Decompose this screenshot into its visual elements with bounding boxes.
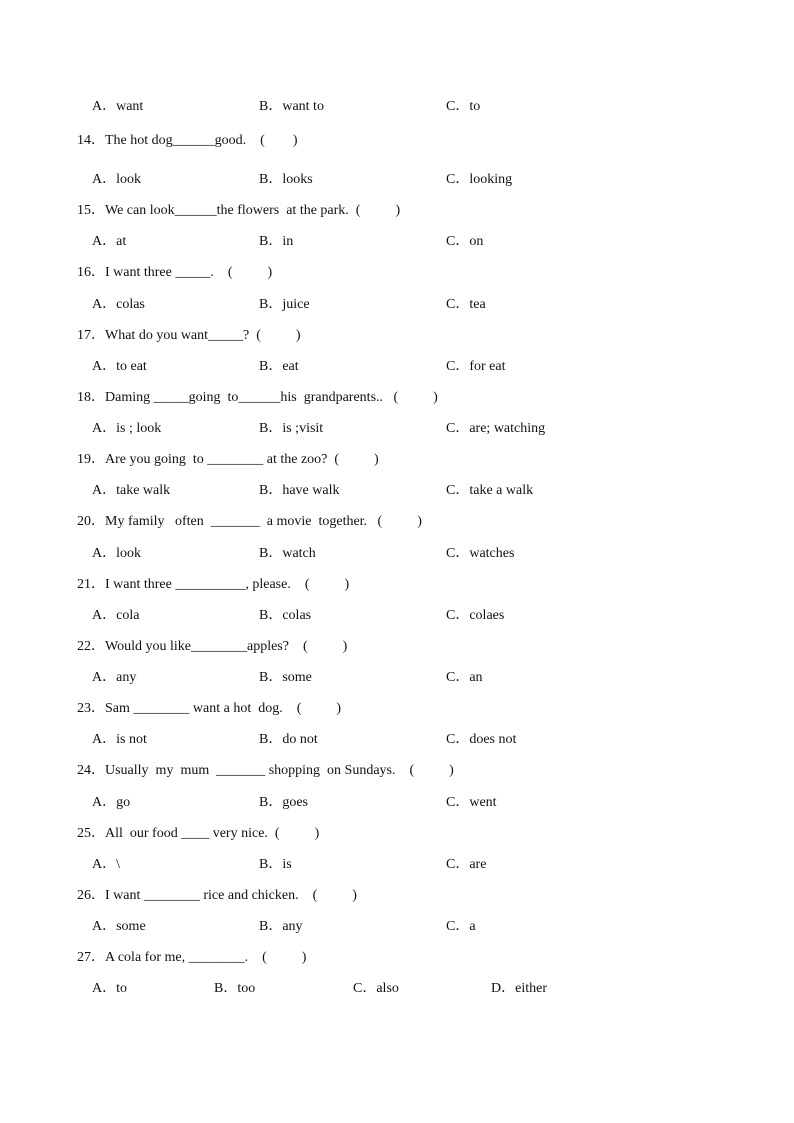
answer-option: B．goes (259, 795, 308, 810)
answer-option: C．to (446, 99, 481, 114)
answer-option: A．\ (92, 857, 120, 872)
answer-option: C．for eat (446, 359, 506, 374)
question-text: 18．Daming _____going to______his grandparents.. ( ) (77, 390, 438, 405)
question-text: 16．I want three _____. ( ) (77, 265, 273, 280)
answer-option: C．watches (446, 546, 515, 561)
answer-option: A．at (92, 234, 127, 249)
answer-option: C．tea (446, 297, 486, 312)
answer-option: B．some (259, 670, 312, 685)
answer-option: B．looks (259, 172, 313, 187)
question-text: 23．Sam ________ want a hot dog. ( ) (77, 701, 342, 716)
question-text: 26．I want ________ rice and chicken. ( ) (77, 888, 357, 903)
question-text: 20．My family often _______ a movie together. ( ) (77, 514, 422, 529)
answer-option: C．are (446, 857, 487, 872)
answer-option: A．look (92, 172, 141, 187)
answer-option: A．cola (92, 608, 140, 623)
answer-option: A．go (92, 795, 131, 810)
answer-option: C．a (446, 919, 476, 934)
answer-option: B．is (259, 857, 292, 872)
answer-option: B．want to (259, 99, 324, 114)
answer-option: A．take walk (92, 483, 171, 498)
answer-option: B．any (259, 919, 303, 934)
question-text: 14．The hot dog______good. ( ) (77, 133, 298, 148)
answer-option: C．an (446, 670, 483, 685)
answer-option: C．on (446, 234, 484, 249)
answer-option: B．do not (259, 732, 318, 747)
answer-option: C．also (353, 981, 399, 996)
answer-option: A．is not (92, 732, 147, 747)
answer-option: B．eat (259, 359, 299, 374)
answer-option: B．have walk (259, 483, 340, 498)
answer-option: A．any (92, 670, 137, 685)
question-text: 27．A cola for me, ________. ( ) (77, 950, 307, 965)
answer-option: B．watch (259, 546, 316, 561)
answer-option: B．colas (259, 608, 312, 623)
answer-option: A．look (92, 546, 141, 561)
question-text: 19．Are you going to ________ at the zoo? ( ) (77, 452, 379, 467)
answer-option: C．colaes (446, 608, 505, 623)
answer-option: D．either (491, 981, 547, 996)
answer-option: B．is ;visit (259, 421, 324, 436)
answer-option: A．colas (92, 297, 145, 312)
answer-option: A．to eat (92, 359, 147, 374)
answer-option: A．to (92, 981, 127, 996)
answer-option: C．looking (446, 172, 513, 187)
answer-option: B．juice (259, 297, 310, 312)
answer-option: C．take a walk (446, 483, 534, 498)
question-text: 24．Usually my mum _______ shopping on Sundays. ( ) (77, 763, 454, 778)
question-text: 25．All our food ____ very nice. ( ) (77, 826, 320, 841)
answer-option: C．does not (446, 732, 517, 747)
question-text: 22．Would you like________apples? ( ) (77, 639, 348, 654)
answer-option: A．want (92, 99, 144, 114)
answer-option: C．are; watching (446, 421, 546, 436)
answer-option: C．went (446, 795, 497, 810)
question-text: 17．What do you want_____? ( ) (77, 328, 301, 343)
answer-option: B．too (214, 981, 256, 996)
answer-option: A．some (92, 919, 146, 934)
answer-option: B．in (259, 234, 294, 249)
answer-option: A．is ; look (92, 421, 162, 436)
question-text: 21．I want three __________, please. ( ) (77, 577, 350, 592)
question-text: 15．We can look______the flowers at the park. ( ) (77, 203, 401, 218)
